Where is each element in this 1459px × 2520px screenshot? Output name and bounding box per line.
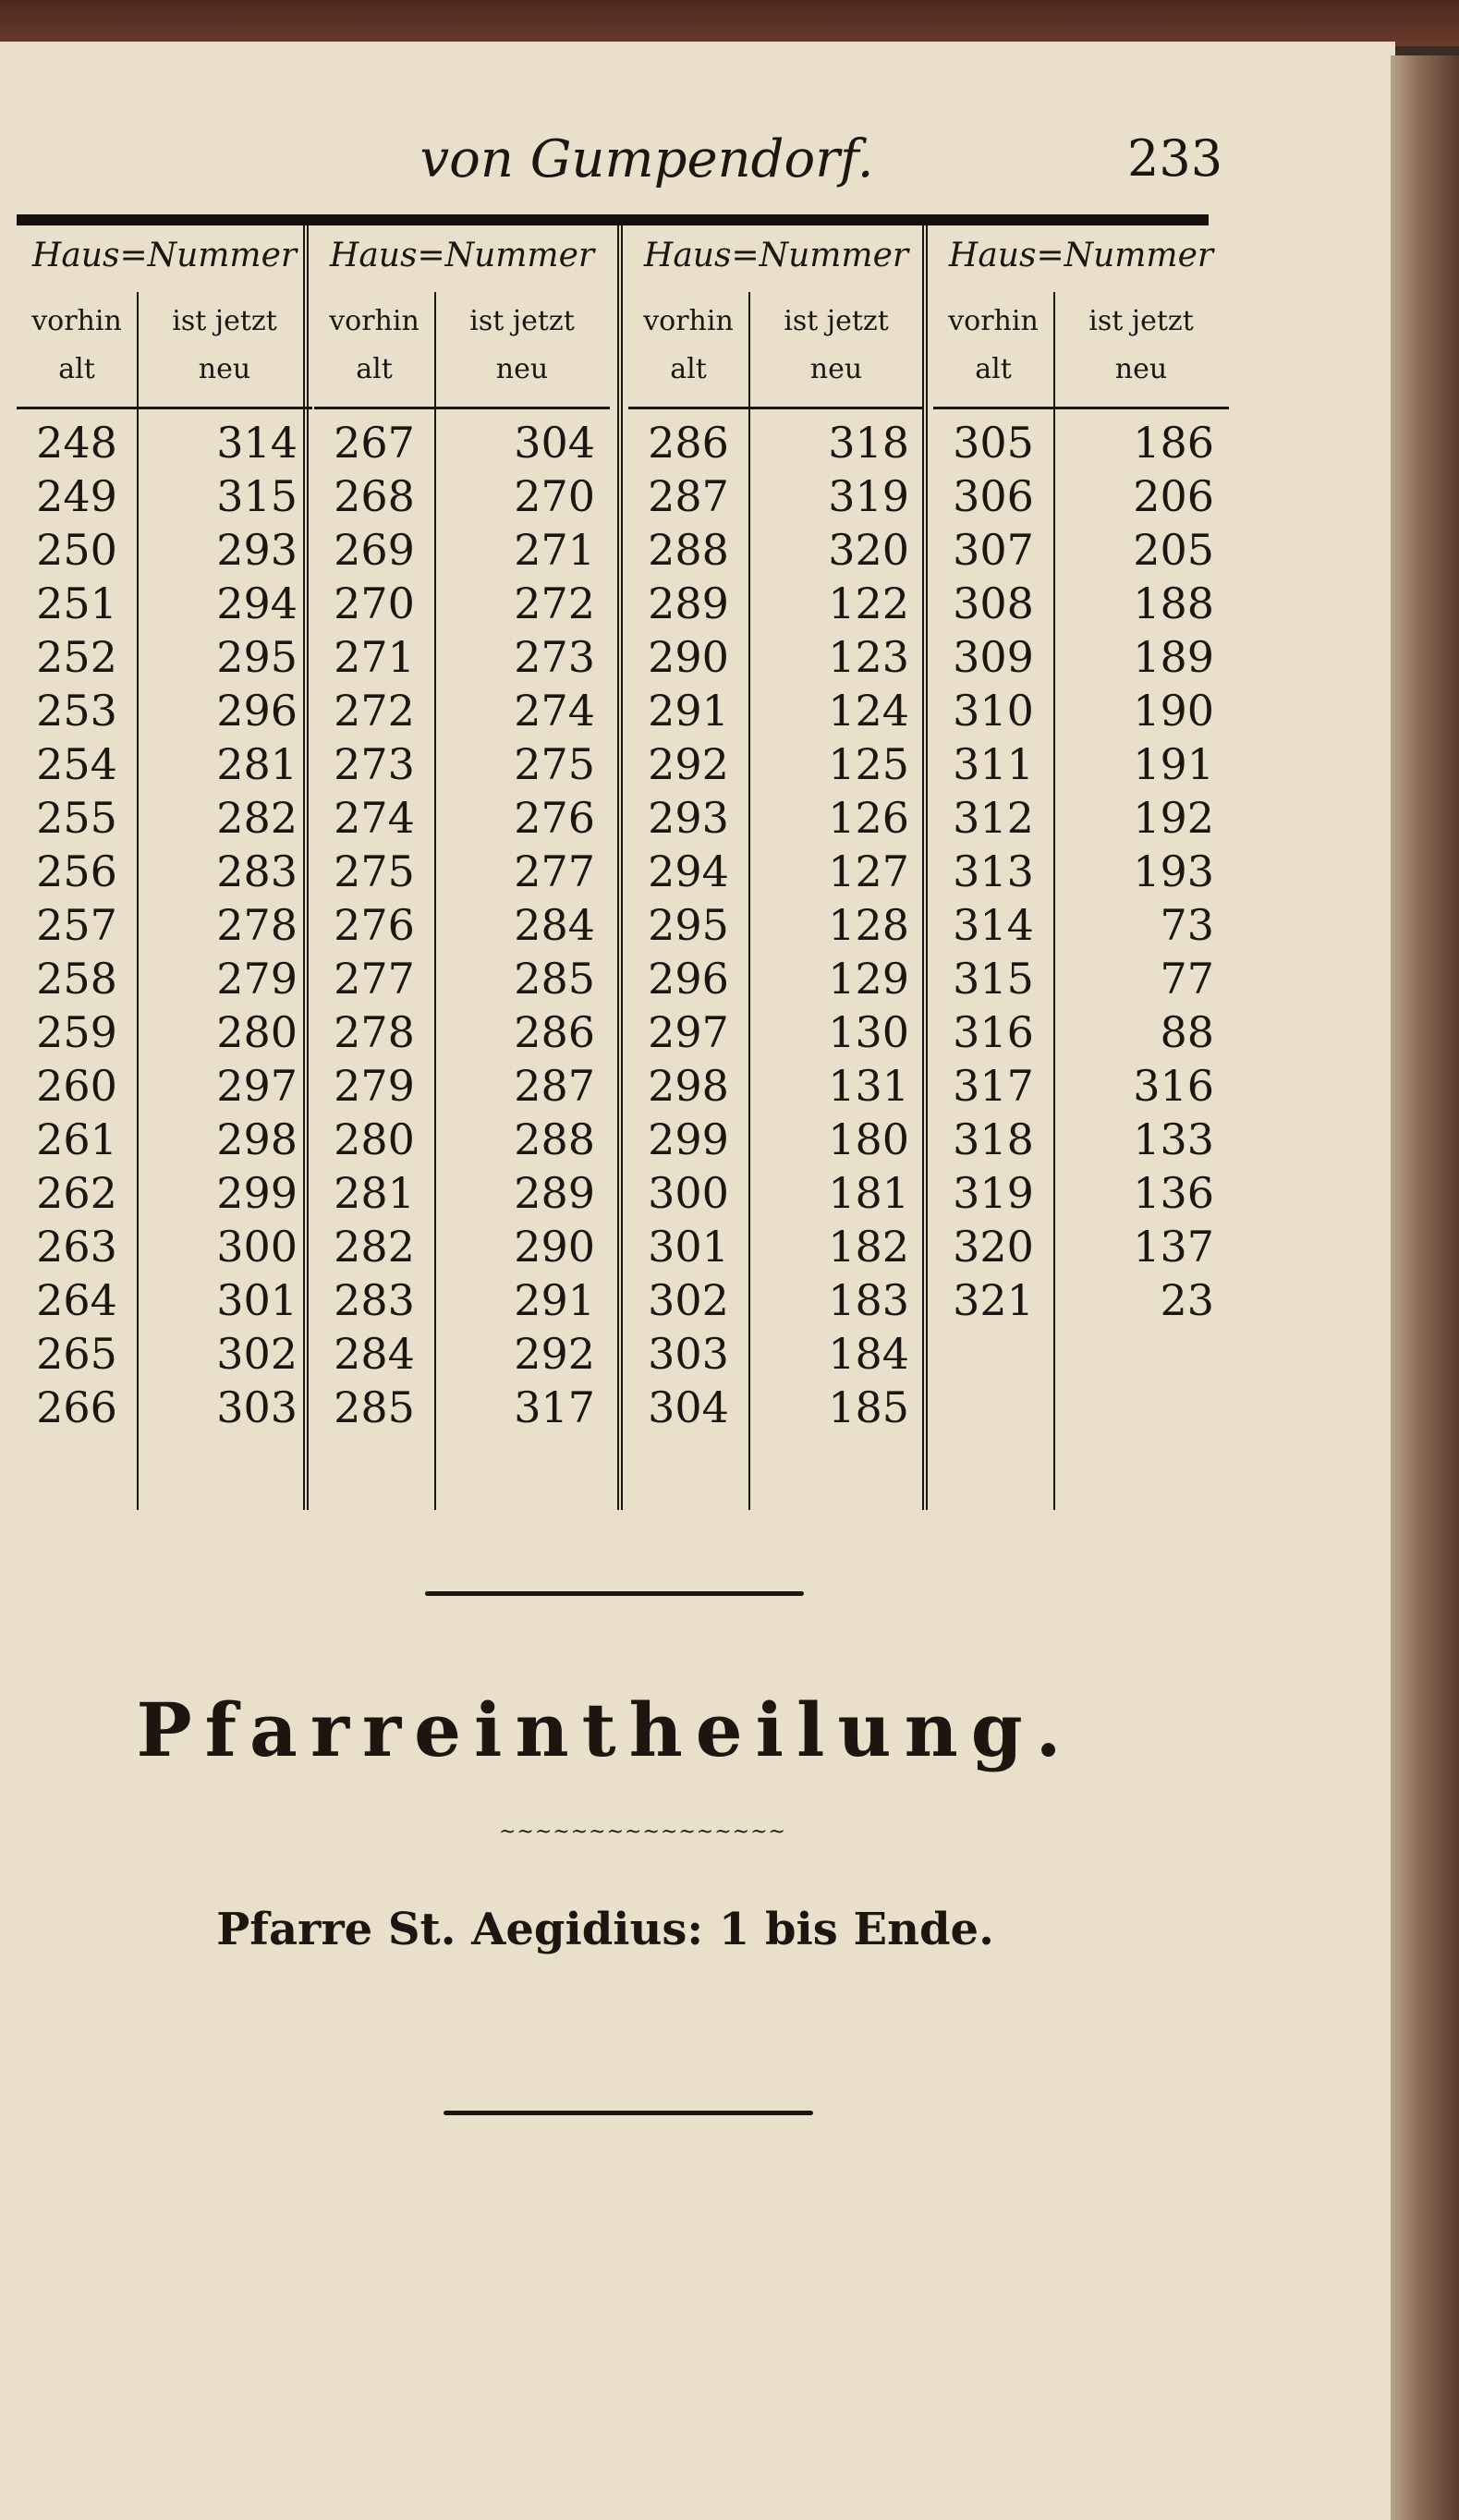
new-number-cell: 130 (828, 1007, 909, 1057)
new-number-cell: 292 (514, 1329, 595, 1379)
old-number-cell: 318 (953, 1114, 1034, 1164)
old-number-cell: 249 (36, 471, 117, 521)
table-group-2 (314, 225, 610, 1510)
old-number-cell: 277 (334, 954, 415, 1004)
old-number-cell: 259 (36, 1007, 117, 1057)
new-number-header: ist jetzt neu (172, 305, 277, 385)
group-separator (303, 225, 309, 1510)
new-number-cell: 293 (216, 525, 298, 575)
group-title: Haus=Nummer (948, 237, 1214, 274)
new-number-cell: 23 (1160, 1275, 1214, 1325)
old-number-cell: 279 (334, 1061, 415, 1111)
new-number-cell: 129 (828, 954, 909, 1004)
header-rule (17, 407, 312, 409)
divider-ornament-2 (444, 2111, 813, 2115)
old-number-cell: 270 (334, 578, 415, 628)
new-number-cell: 284 (514, 900, 595, 950)
new-number-cell: 181 (828, 1168, 909, 1218)
old-number-cell: 269 (334, 525, 415, 575)
table-top-rule (17, 214, 1209, 225)
table-group-1 (17, 225, 312, 1510)
new-number-cell: 127 (828, 846, 909, 896)
old-number-cell: 268 (334, 471, 415, 521)
new-number-cell: 315 (216, 471, 298, 521)
new-number-cell: 294 (216, 578, 298, 628)
parish-assignment: Pfarre St. Aegidius: 1 bis Ende. (216, 1904, 994, 1955)
old-number-cell: 295 (648, 900, 729, 950)
new-number-cell: 192 (1133, 793, 1214, 843)
new-number-cell: 275 (514, 739, 595, 789)
new-number-cell: 77 (1160, 954, 1214, 1004)
group-title: Haus=Nummer (643, 237, 909, 274)
old-number-cell: 293 (648, 793, 729, 843)
new-number-cell: 123 (828, 632, 909, 682)
old-number-cell: 267 (334, 418, 415, 468)
new-number-cell: 301 (216, 1275, 298, 1325)
old-number-cell: 264 (36, 1275, 117, 1325)
new-number-cell: 270 (514, 471, 595, 521)
new-number-cell: 319 (828, 471, 909, 521)
old-number-header: vorhin alt (329, 305, 419, 385)
old-number-cell: 320 (953, 1222, 1034, 1272)
new-number-cell: 287 (514, 1061, 595, 1111)
old-number-cell: 283 (334, 1275, 415, 1325)
old-number-cell: 280 (334, 1114, 415, 1164)
new-number-cell: 280 (216, 1007, 298, 1057)
old-number-cell: 313 (953, 846, 1034, 896)
new-number-cell: 73 (1160, 900, 1214, 950)
old-number-cell: 275 (334, 846, 415, 896)
old-number-cell: 307 (953, 525, 1034, 575)
old-number-cell: 321 (953, 1275, 1034, 1325)
new-number-cell: 183 (828, 1275, 909, 1325)
old-number-cell: 253 (36, 686, 117, 736)
new-number-cell: 191 (1133, 739, 1214, 789)
old-number-cell: 278 (334, 1007, 415, 1057)
page-number: 233 (1127, 129, 1223, 188)
new-number-cell: 190 (1133, 686, 1214, 736)
group-title: Haus=Nummer (31, 237, 298, 274)
old-number-cell: 256 (36, 846, 117, 896)
new-number-cell: 276 (514, 793, 595, 843)
old-number-cell: 291 (648, 686, 729, 736)
new-number-cell: 205 (1133, 525, 1214, 575)
table-group-4 (933, 225, 1229, 1510)
new-number-cell: 302 (216, 1329, 298, 1379)
old-number-cell: 308 (953, 578, 1034, 628)
old-number-cell: 286 (648, 418, 729, 468)
group-separator (922, 225, 928, 1510)
new-number-cell: 304 (514, 418, 595, 468)
new-number-cell: 299 (216, 1168, 298, 1218)
old-number-cell: 289 (648, 578, 729, 628)
new-number-cell: 277 (514, 846, 595, 896)
new-number-cell: 291 (514, 1275, 595, 1325)
old-number-cell: 296 (648, 954, 729, 1004)
new-number-cell: 300 (216, 1222, 298, 1272)
old-number-cell: 316 (953, 1007, 1034, 1057)
new-number-cell: 296 (216, 686, 298, 736)
header-rule (933, 407, 1229, 409)
old-number-cell: 294 (648, 846, 729, 896)
new-number-cell: 182 (828, 1222, 909, 1272)
new-number-cell: 88 (1160, 1007, 1214, 1057)
new-number-cell: 288 (514, 1114, 595, 1164)
old-number-cell: 271 (334, 632, 415, 682)
old-number-cell: 282 (334, 1222, 415, 1272)
old-number-cell: 305 (953, 418, 1034, 468)
old-number-cell: 248 (36, 418, 117, 468)
section-title: Pfarreintheilung. (136, 1686, 1075, 1773)
new-number-cell: 128 (828, 900, 909, 950)
new-number-cell: 124 (828, 686, 909, 736)
old-number-cell: 290 (648, 632, 729, 682)
old-number-cell: 263 (36, 1222, 117, 1272)
new-number-cell: 290 (514, 1222, 595, 1272)
old-number-cell: 265 (36, 1329, 117, 1379)
new-number-cell: 206 (1133, 471, 1214, 521)
old-number-header: vorhin alt (643, 305, 734, 385)
group-title: Haus=Nummer (329, 237, 595, 274)
new-number-header: ist jetzt neu (469, 305, 575, 385)
old-number-cell: 255 (36, 793, 117, 843)
old-number-cell: 315 (953, 954, 1034, 1004)
old-number-cell: 258 (36, 954, 117, 1004)
old-number-cell: 319 (953, 1168, 1034, 1218)
old-number-cell: 306 (953, 471, 1034, 521)
old-number-cell: 303 (648, 1329, 729, 1379)
new-number-cell: 274 (514, 686, 595, 736)
old-number-cell: 310 (953, 686, 1034, 736)
book-top-edge (0, 0, 1459, 46)
old-number-cell: 302 (648, 1275, 729, 1325)
new-number-cell: 278 (216, 900, 298, 950)
new-number-cell: 314 (216, 418, 298, 468)
new-number-cell: 125 (828, 739, 909, 789)
old-number-cell: 301 (648, 1222, 729, 1272)
new-number-cell: 317 (514, 1382, 595, 1432)
new-number-cell: 283 (216, 846, 298, 896)
header-rule (314, 407, 610, 409)
old-number-cell: 257 (36, 900, 117, 950)
new-number-cell: 295 (216, 632, 298, 682)
old-number-cell: 261 (36, 1114, 117, 1164)
new-number-cell: 272 (514, 578, 595, 628)
new-number-cell: 186 (1133, 418, 1214, 468)
new-number-cell: 303 (216, 1382, 298, 1432)
old-number-cell: 314 (953, 900, 1034, 950)
old-number-cell: 299 (648, 1114, 729, 1164)
old-number-cell: 298 (648, 1061, 729, 1111)
old-number-cell: 250 (36, 525, 117, 575)
new-number-cell: 285 (514, 954, 595, 1004)
old-number-cell: 287 (648, 471, 729, 521)
old-number-cell: 311 (953, 739, 1034, 789)
old-number-cell: 262 (36, 1168, 117, 1218)
new-number-cell: 122 (828, 578, 909, 628)
old-number-cell: 284 (334, 1329, 415, 1379)
new-number-cell: 189 (1133, 632, 1214, 682)
new-number-cell: 126 (828, 793, 909, 843)
old-number-cell: 300 (648, 1168, 729, 1218)
group-separator (617, 225, 623, 1510)
new-number-cell: 289 (514, 1168, 595, 1218)
new-number-cell: 298 (216, 1114, 298, 1164)
new-number-cell: 271 (514, 525, 595, 575)
old-number-cell: 288 (648, 525, 729, 575)
new-number-header: ist jetzt neu (1088, 305, 1194, 385)
old-number-cell: 274 (334, 793, 415, 843)
old-number-cell: 276 (334, 900, 415, 950)
running-header: von Gumpendorf. (419, 129, 874, 189)
old-number-cell: 266 (36, 1382, 117, 1432)
new-number-cell: 185 (828, 1382, 909, 1432)
new-number-cell: 316 (1133, 1061, 1214, 1111)
old-number-cell: 272 (334, 686, 415, 736)
old-number-header: vorhin alt (948, 305, 1039, 385)
new-number-cell: 136 (1133, 1168, 1214, 1218)
header-rule (628, 407, 924, 409)
old-number-header: vorhin alt (31, 305, 122, 385)
old-number-cell: 273 (334, 739, 415, 789)
new-number-cell: 188 (1133, 578, 1214, 628)
new-number-cell: 137 (1133, 1222, 1214, 1272)
divider-ornament-1 (425, 1591, 804, 1596)
new-number-cell: 273 (514, 632, 595, 682)
new-number-cell: 184 (828, 1329, 909, 1379)
old-number-cell: 251 (36, 578, 117, 628)
new-number-header: ist jetzt neu (784, 305, 889, 385)
old-number-cell: 260 (36, 1061, 117, 1111)
table-group-3 (628, 225, 924, 1510)
old-number-cell: 254 (36, 739, 117, 789)
old-number-cell: 292 (648, 739, 729, 789)
old-number-cell: 309 (953, 632, 1034, 682)
old-number-cell: 285 (334, 1382, 415, 1432)
book-spine-edge (1391, 55, 1459, 2520)
old-number-cell: 304 (648, 1382, 729, 1432)
new-number-cell: 297 (216, 1061, 298, 1111)
new-number-cell: 133 (1133, 1114, 1214, 1164)
old-number-cell: 317 (953, 1061, 1034, 1111)
old-number-cell: 252 (36, 632, 117, 682)
title-ornament: ~~~~~~~~~~~~~~~~ (499, 1820, 786, 1844)
new-number-cell: 131 (828, 1061, 909, 1111)
new-number-cell: 193 (1133, 846, 1214, 896)
old-number-cell: 281 (334, 1168, 415, 1218)
new-number-cell: 281 (216, 739, 298, 789)
new-number-cell: 320 (828, 525, 909, 575)
new-number-cell: 279 (216, 954, 298, 1004)
old-number-cell: 312 (953, 793, 1034, 843)
new-number-cell: 282 (216, 793, 298, 843)
new-number-cell: 286 (514, 1007, 595, 1057)
new-number-cell: 318 (828, 418, 909, 468)
old-number-cell: 297 (648, 1007, 729, 1057)
new-number-cell: 180 (828, 1114, 909, 1164)
